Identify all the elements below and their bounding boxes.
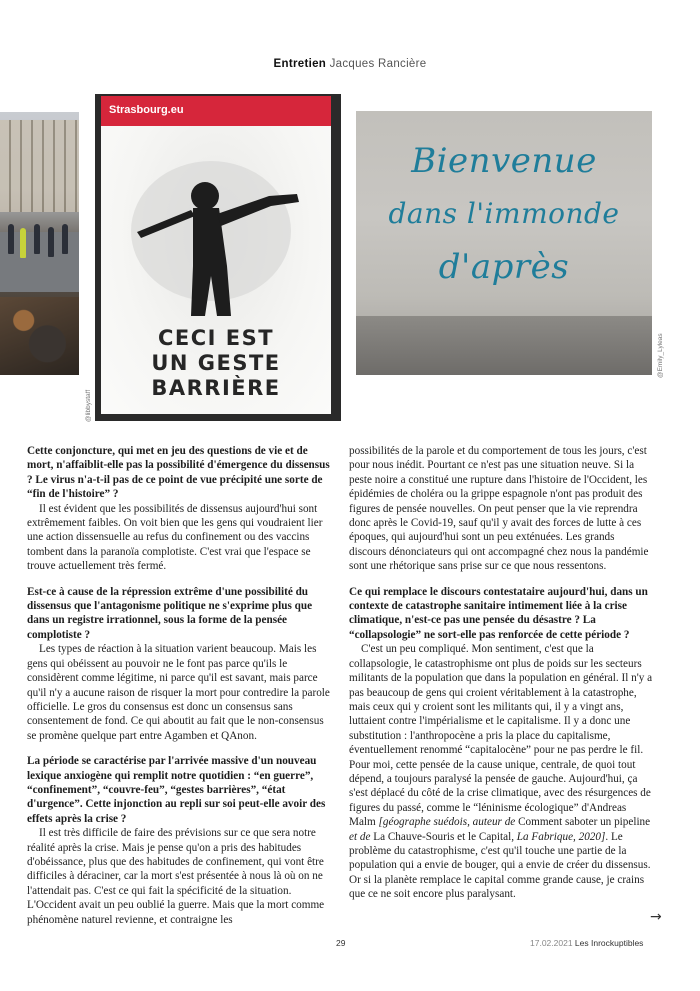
poster-photo: [95, 94, 341, 421]
debris: [0, 297, 79, 375]
book-title: La Chauve-Souris et le Capital: [373, 830, 512, 843]
photo-credit: @Emily_Lyleas: [657, 333, 664, 378]
editor-note: [géographe suédois, auteur de: [378, 816, 519, 829]
protester-silhouette: [101, 126, 331, 316]
issue-date: 17.02.2021: [530, 938, 573, 948]
question: Est-ce à cause de la répression extrême d'une possibilité du dissensus que l'antagonisme politique ne s'exprime plus que dans un registre irrationnel, sous la forme de la pensée complotiste ?: [27, 585, 313, 641]
interviewee-name: Jacques Rancière: [329, 58, 427, 70]
editor-note: et de: [349, 830, 374, 843]
question: Cette conjoncture, qui met en jeu des questions de vie et de mort, n'affaiblit-elle pas la possibilité d'émergence du dissensus ? Le virus n'a-t-il pas de ce point de vue précipité une sorte de “fin de l'histoire” ?: [27, 445, 330, 501]
poster-line: BARRIÈRE: [151, 376, 281, 400]
arrow-right-icon: →: [650, 909, 662, 925]
poster-brand: Strasbourg.eu: [109, 104, 184, 116]
question: La période se caractérise par l'arrivée massive d'un nouveau lexique anxiogène qui remplit notre quotidien : “en guerre”, “confinement”, “couvre-feu”, “gestes barrières”, “état d'urgence”. Cette injonction au repli sur soi peut-elle avoir des effets après la crise ?: [27, 755, 326, 825]
footer-magazine: [530, 938, 643, 948]
person: [34, 224, 40, 254]
person: [20, 228, 26, 258]
page-header: [0, 58, 700, 70]
book-title: Comment saboter un pipeline: [518, 816, 651, 829]
answer: [349, 642, 654, 901]
street-protest-photo: [0, 112, 79, 375]
right-column: [349, 444, 654, 902]
question: Ce qui remplace le discours contestataire aujourd'hui, dans un contexte de catastrophe sanitaire intimement liée à la crise climatique, n'est-ce pas une pensée du désastre ? La “collapsologie” ne sort-elle pas renforcée de cette période ?: [349, 585, 648, 641]
left-column: [27, 444, 333, 927]
magazine-name: Les Inrockuptibles: [574, 938, 644, 948]
graffiti-line: d'après: [438, 247, 570, 287]
person: [8, 224, 14, 254]
poster-line: CECI EST: [157, 326, 275, 350]
answer-continued: possibilités de la parole et du comportement de tous les jours, c'est pour nous inédit. Pourtant ce n'est pas une situation neuve. Si la peste noire a constitué une rupture dans l'histoire de l'Occident, les épidémies de choléra ou la grippe espagnole n'ont pas produit des figures de pensée nouvelles. On peut penser que la vie reprendra donc après le Covid-19, sauf qu'il y avait des forces de lutte à ces époques, qui aujourd'hui sont un peu exténuées. Les grands discours dénonciateurs qui ont accompagné chez nous la pandémie sont une rhétorique sans prise sur ce que nous ressentons.: [349, 445, 649, 573]
answer: Il est très difficile de faire des prévisions sur ce que sera notre réalité après la crise. Mais je pense qu'on a pris des habitudes d'obéissance, plus que des habitudes de confinement, qui vont être difficiles à déraciner, car la mort s'est présentée à nous là où on ne l'attendait pas. C'est ce qui fait la spécificité de la situation. L'Occident avait un peu oublié la guerre. Mais que la mort comme phénomène naturel revienne, et contraigne les: [27, 827, 325, 926]
person: [48, 227, 54, 257]
photo-credit: @libbystaff: [85, 389, 92, 422]
answer: Il est évident que les possibilités de dissensus aujourd'hui sont extrêmement faibles. On voit bien que les gens qui voudraient lier une action dissensuelle au refus du confinement ou des vaccins tombent dans la paranoïa complotiste. C'est vrai que l'espace se trouve actuellement très fermé.: [27, 502, 323, 573]
buildings: [0, 120, 79, 212]
section-label: Entretien: [273, 58, 327, 70]
graffiti-wall-photo: [356, 111, 652, 375]
graffiti-line: dans l'immonde: [388, 197, 620, 230]
answer-text: . Le problème du catastrophisme, c'est qu'il touche une partie de la population qui a envie de bouger, qui a envie de créer du dissensus. Or si la planète remplace le capital comme grande cause, je crains que ce ne soit encore plus paralysant.: [349, 830, 651, 901]
poster-line: UN GESTE: [151, 351, 281, 375]
graffiti-line: Bienvenue: [411, 141, 597, 181]
poster-caption: [101, 326, 331, 401]
person: [62, 224, 68, 254]
page-number: 29: [336, 938, 346, 948]
poster-paper: [101, 126, 331, 414]
editor-note: , La Fabrique, 2020]: [511, 830, 606, 843]
answer-text: C'est un peu compliqué. Mon sentiment, c'est que la collapsologie, le catastrophisme ont plus de poids sur les secteurs militants de la population que dans la population en général. Il n'y a pas beaucoup de gens qui croient véritablement à la catastrophe, mais ceux qui y croient sont les militants qui, il y a vingt ans, luttaient contre l'impérialisme et le capitalisme. Il y a donc une substitution : l'anthropocène a pris la place du capitalisme, éventuellement renommé “capitalocène” pour ne pas perdre le fil. Pour moi, cette pensée de la cause unique, centrale, de quoi tout dépend, a toujours paralysé la pensée de gauche. Aujourd'hui, ça s'est déplacé du côté de la crise climatique, avec des résurgences de figures du passé, comme le “léninisme écologique” d'Andreas Malm: [349, 643, 653, 829]
answer: Les types de réaction à la situation varient beaucoup. Mais les gens qui obéissent au pouvoir ne le font pas parce qu'ils le considèrent comme légitime, ni parce qu'il est savant, mais parce qu'il n'y a aucune raison de risquer la mort pour contredire la parole officielle. Le gros du consensus est donc un consensus sans consentement de fond. Ce qui aboutit au fait que le non-consensus se promène quelque part entre Agamben et QAnon.: [27, 643, 330, 742]
floor: [356, 316, 652, 375]
